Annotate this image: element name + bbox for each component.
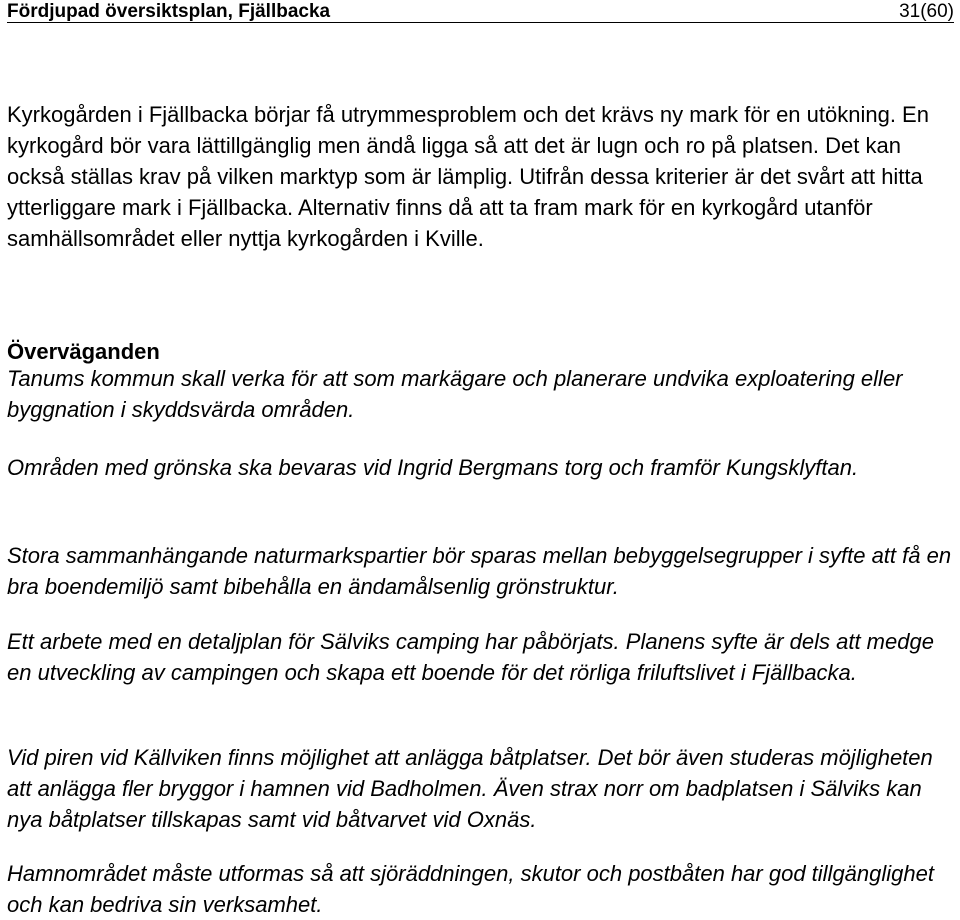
consideration-paragraph: Hamnområdet måste utformas så att sjöräddningen, skutor och postbåten har god tillgänglighet och kan bedriva sin verksamhet.: [7, 861, 934, 917]
page-header: [7, 0, 954, 23]
consideration-paragraph: Områden med grönska ska bevaras vid Ingrid Bergmans torg och framför Kungsklyftan.: [7, 455, 859, 480]
consideration-paragraph: Vid piren vid Källviken finns möjlighet att anlägga båtplatser. Det bör även studeras möjligheten att anlägga fler bryggor i hamnen vid Badholmen. Även strax norr om badplatsen i Sälviks kan nya båtplatser tillskapas samt vid båtvarvet vid Oxnäs.: [7, 745, 933, 832]
consideration-paragraph: Ett arbete med en detaljplan för Sälviks camping har påbörjats. Planens syfte är dels att medge en utveckling av campingen och skapa ett boende för det rörliga friluftslivet i Fjällbacka.: [7, 629, 934, 685]
consideration-paragraph: Tanums kommun skall verka för att som markägare och planerare undvika exploatering eller byggnation i skyddsvärda områden.: [7, 366, 903, 422]
section-heading: Överväganden: [7, 339, 160, 364]
document-title: Fördjupad översiktsplan, Fjällbacka: [7, 1, 331, 22]
consideration-paragraph: Stora sammanhängande naturmarkspartier bör sparas mellan bebyggelsegrupper i syfte att få en bra boendemiljö samt bibehålla en ändamålsenlig grönstruktur.: [7, 543, 952, 599]
page-number: 31(60): [899, 1, 954, 22]
intro-paragraph: Kyrkogården i Fjällbacka börjar få utrymmesproblem och det krävs ny mark för en utökning. En kyrkogård bör vara lättillgänglig men ändå ligga så att det är lugn och ro på platsen. Det kan också ställas krav på vilken marktyp som är lämplig. Utifrån dessa kriterier är det svårt att hitta ytterliggare mark i Fjällbacka. Alternativ finns då att ta fram mark för en kyrkogård utanför samhällsområdet eller nyttja kyrkogården i Kville.: [7, 102, 929, 251]
